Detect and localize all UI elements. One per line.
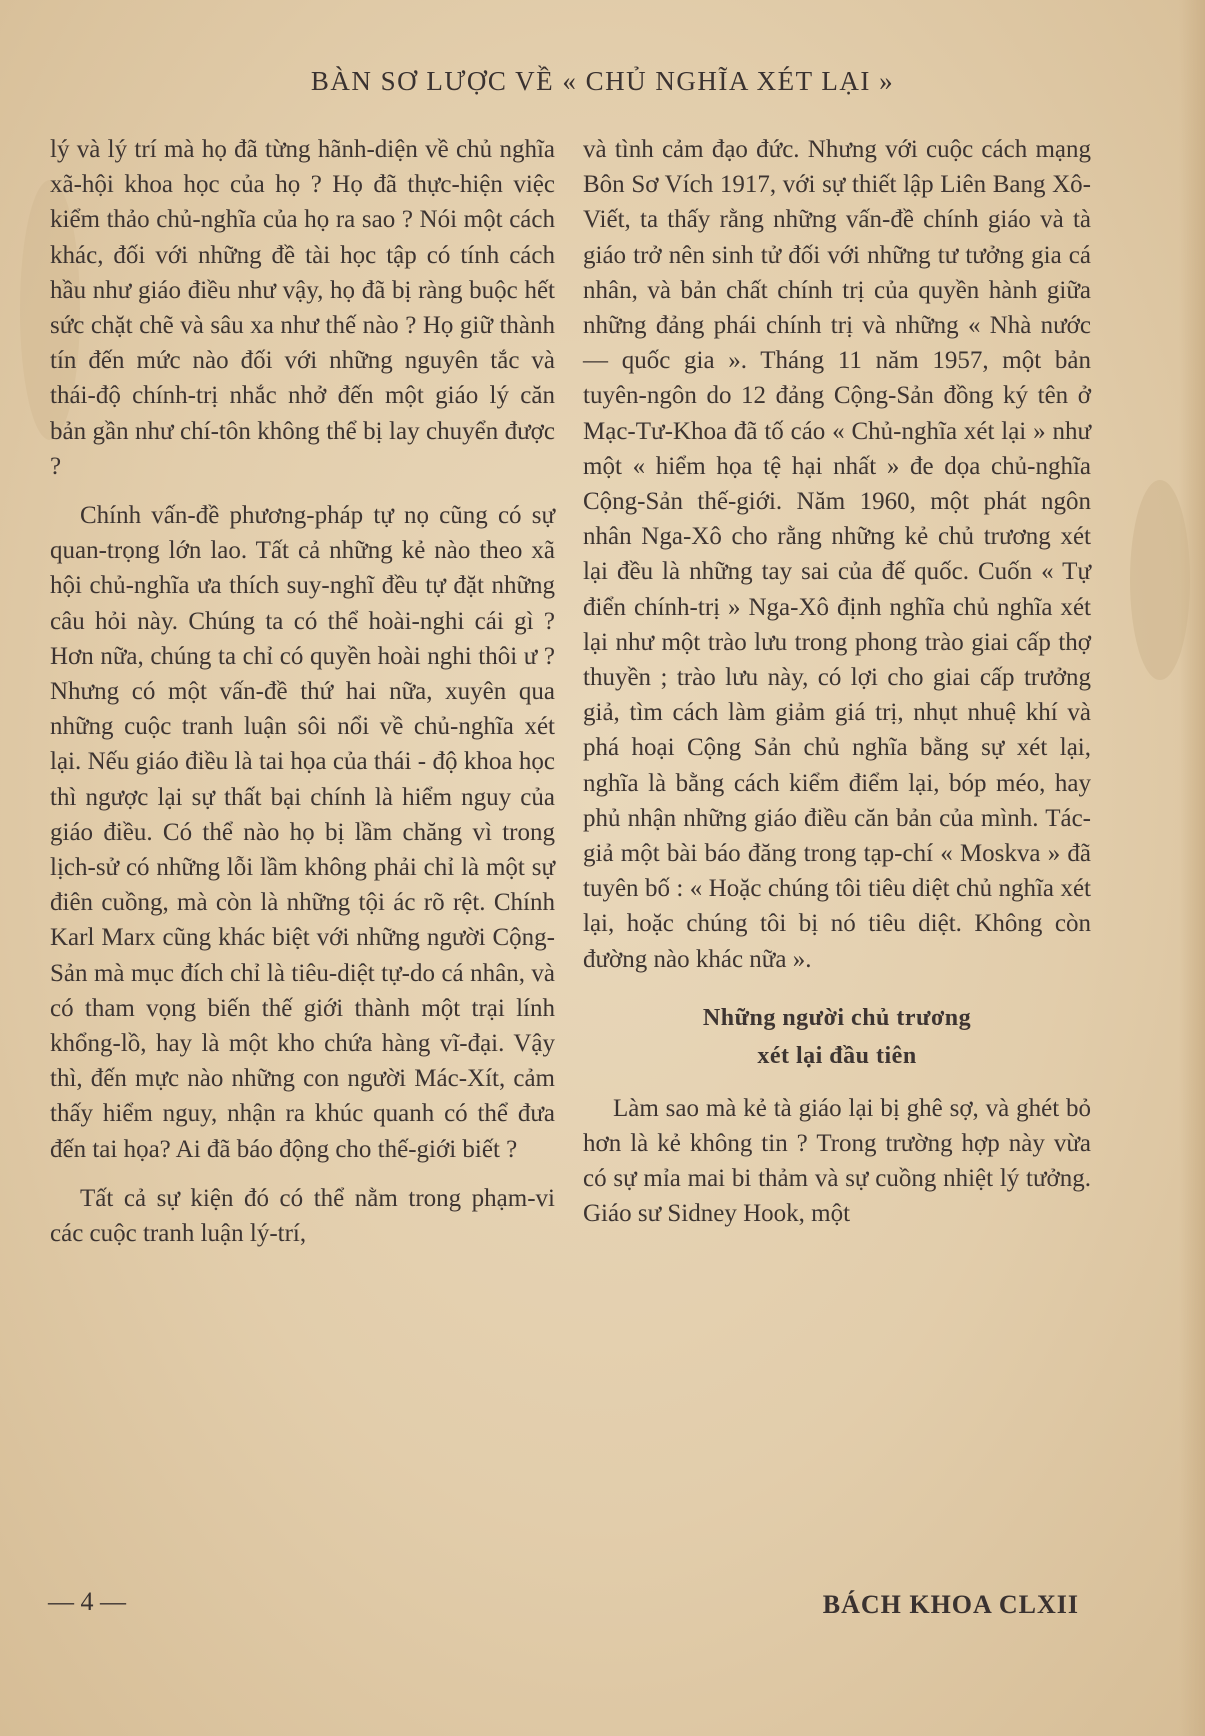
paragraph: Chính vấn-đề phương-pháp tự nọ cũng có sự quan-trọng lớn lao. Tất cả những kẻ nào theo xã hội chủ-nghĩa ưa thích suy-nghĩ đều tự đặt những câu hỏi này. Chúng ta có thể hoài-nghi cái gì ? Hơn nữa, chúng ta chỉ có quyền hoài nghi thôi ư ? Nhưng có một vấn-đề thứ hai nữa, xuyên qua những cuộc tranh luận sôi nổi về chủ-nghĩa xét lại. Nếu giáo điều là tai họa của thái - độ khoa học thì ngược lại sự thất bại chính là hiểm nguy của giáo điều. Có thể nào họ bị lầm chăng vì trong lịch-sử có những lỗi lầm không phải chỉ là một sự điên cuồng, mà còn là những tội ác rõ rệt. Chính Karl Marx cũng khác biệt với những người Cộng-Sản mà mục đích chỉ là tiêu-diệt tự-do cá nhân, và có tham vọng biến thế giới thành một trại lính khổng-lồ, hay là một kho chứa hàng vĩ-đại. Vậy thì, đến mực nào những con người Mác-Xít, cảm thấy hiểm nguy, nhận ra khúc quanh có thể đưa đến tai họa? Ai đã báo động cho thế-giới biết ? xyxy=(50,502,555,1163)
right-column xyxy=(583,132,1091,1232)
subheading-line: Những người chủ trương xyxy=(702,1004,972,1031)
page-edge-shadow xyxy=(1179,0,1205,1736)
subheading-line: xét lại đầu tiên xyxy=(757,1042,917,1069)
left-column xyxy=(50,132,555,1251)
section-subheading xyxy=(583,999,1091,1075)
journal-name: BÁCH KHOA CLXII xyxy=(822,1590,1079,1619)
paragraph: Tất cả sự kiện đó có thể nằm trong phạm-vi các cuộc tranh luận lý-trí, xyxy=(50,1184,555,1248)
running-title: BÀN SƠ LƯỢC VỀ « CHỦ NGHĨA XÉT LẠI » xyxy=(310,66,895,96)
paragraph: và tình cảm đạo đức. Nhưng với cuộc cách mạng Bôn Sơ Vích 1917, với sự thiết lập Liên Bang Xô-Viết, ta thấy rằng những vấn-đề chính giáo và tà giáo trở nên sinh tử đối với những tư tưởng gia cá nhân, và bản chất chính trị của quyền hành giữa những đảng phái chính trị và những « Nhà nước — quốc gia ». Tháng 11 năm 1957, một bản tuyên-ngôn do 12 đảng Cộng-Sản đồng ký tên ở Mạc-Tư-Khoa đã tố cáo « Chủ-nghĩa xét lại » như một « hiểm họa tệ hại nhất » đe dọa chủ-nghĩa Cộng-Sản thế-giới. Năm 1960, một phát ngôn nhân Nga-Xô cho rằng những kẻ chủ trương xét lại đều là những tay sai của đế quốc. Cuốn « Tự điển chính-trị » Nga-Xô định nghĩa chủ nghĩa xét lại như một trào lưu trong phong trào giai cấp thợ thuyền ; trào lưu này, có lợi cho giai cấp trưởng giả, tìm cách làm giảm giá trị, nhụt nhuệ khí và phá hoại Cộng Sản chủ nghĩa bằng sự xét lại, nghĩa là bằng cách kiểm điểm lại, bóp méo, hay phủ nhận những giáo điều căn bản của mình. Tác-giả một bài báo đăng trong tạp-chí « Moskva » đã tuyên bố : « Hoặc chúng tôi tiêu diệt chủ nghĩa xét lại, hoặc chúng tôi bị nó tiêu diệt. Không còn đường nào khác nữa ». xyxy=(583,136,1091,973)
paragraph: Làm sao mà kẻ tà giáo lại bị ghê sợ, và ghét bỏ hơn là kẻ không tin ? Trong trường hợp này vừa có sự mỉa mai bi thảm và sự cuồng nhiệt lý tưởng. Giáo sư Sidney Hook, một xyxy=(583,1094,1091,1228)
paragraph: lý và lý trí mà họ đã từng hãnh-diện về chủ nghĩa xã-hội khoa học của họ ? Họ đã thực-hiện việc kiểm thảo chủ-nghĩa của họ ra sao ? Nói một cách khác, đối với những đề tài học tập có tính cách hầu như giáo điều như vậy, họ đã bị ràng buộc hết sức chặt chẽ và sâu xa như thế nào ? Họ giữ thành tín đến mức nào đối với những nguyên tắc và thái-độ chính-trị nhắc nhở đến một giáo lý căn bản gần như chí-tôn không thể bị lay chuyển được ? xyxy=(50,136,555,480)
page-number: — 4 — xyxy=(48,1587,126,1616)
